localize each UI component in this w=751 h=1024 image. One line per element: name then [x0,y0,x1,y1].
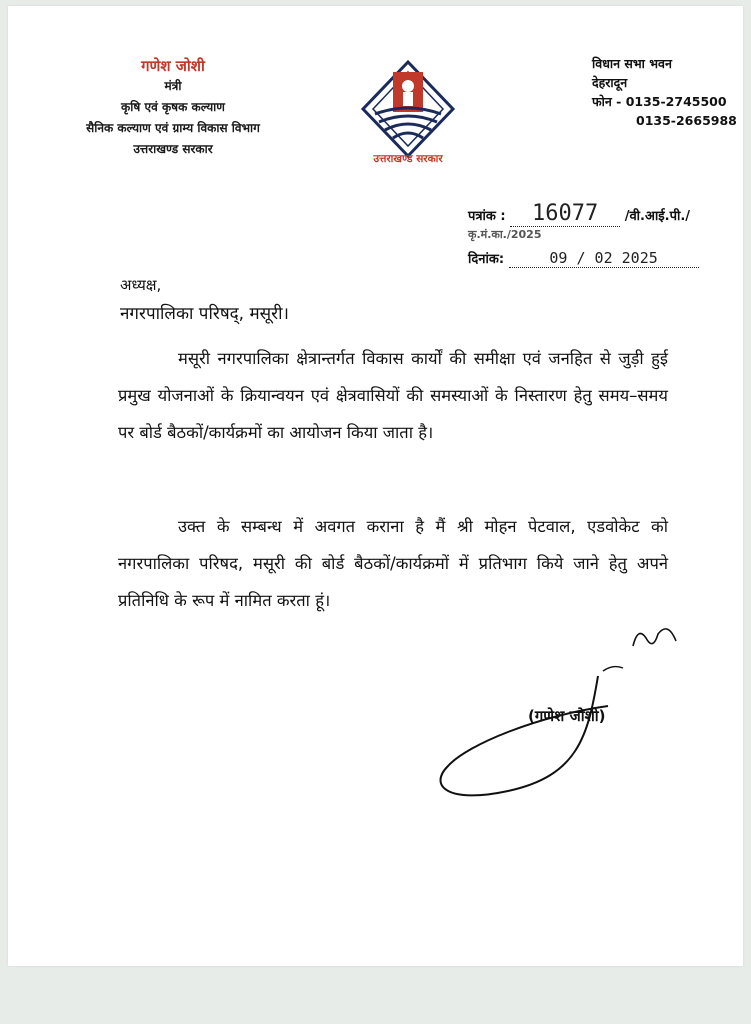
department-line-2: सैनिक कल्याण एवं ग्राम्य विकास विभाग [86,121,260,135]
patrank-suffix: /वी.आई.पी./ [624,209,691,224]
body-paragraph-2: उक्त के सम्बन्ध में अवगत कराना है मैं श्री मोहन पेटवाल, एडवोकेट को नगरपालिका परिषद, मसूरी की बोर्ड बैठकों/कार्यक्रमों में प्रतिभाग किये जाने हेतु अपने प्रतिनिधि के रूप में नामित करता हूं। [118,517,668,610]
patrank-label: पत्रांक : [468,209,506,224]
address-line-1: विधान सभा भवन [592,56,672,71]
ku-row: कृ.मं.का./2025 [468,228,542,241]
date-row [468,249,699,271]
letter-sheet [8,6,743,966]
signatory-name: (गणेश जोशी) [528,707,606,725]
phone-line-1: फोन - 0135-2745500 [592,94,727,109]
letterhead-left [8,56,338,160]
address-line-2: देहरादून [592,75,628,90]
department-line-1: कृषि एवं कृषक कल्याण [121,100,225,114]
date-label: दिनांक: [468,252,505,267]
minister-name: गणेश जोशी [141,57,205,75]
body-paragraph-1: मसूरी नगरपालिका क्षेत्रान्तर्गत विकास कार्यों की समीक्षा एवं जनहित से जुड़ी हुई प्रमुख योजनाओं के क्रियान्वयन एवं क्षेत्रवासियों की समस्याओं के निस्तारण हेतु समय–समय पर बोर्ड बैठकों/कार्यक्रमों का आयोजन किया जाता है। [118,349,668,442]
addressee-block [120,271,289,329]
letterhead-right [592,54,751,130]
phone-line-2: 0135-2665988 [636,113,737,128]
patrank-number: 16077 [510,201,620,227]
reference-block [468,191,748,276]
addressee-org: नगरपालिका परिषद्, मसूरी। [120,304,289,324]
addressee-title: अध्यक्ष, [120,276,162,294]
emblem-caption: उत्तराखण्ड सरकार [373,153,443,165]
designation: मंत्री [164,79,182,93]
government-name: उत्तराखण्ड सरकार [133,142,213,156]
date-value: 09 / 02 2025 [509,249,699,268]
patrank-row [468,201,691,226]
